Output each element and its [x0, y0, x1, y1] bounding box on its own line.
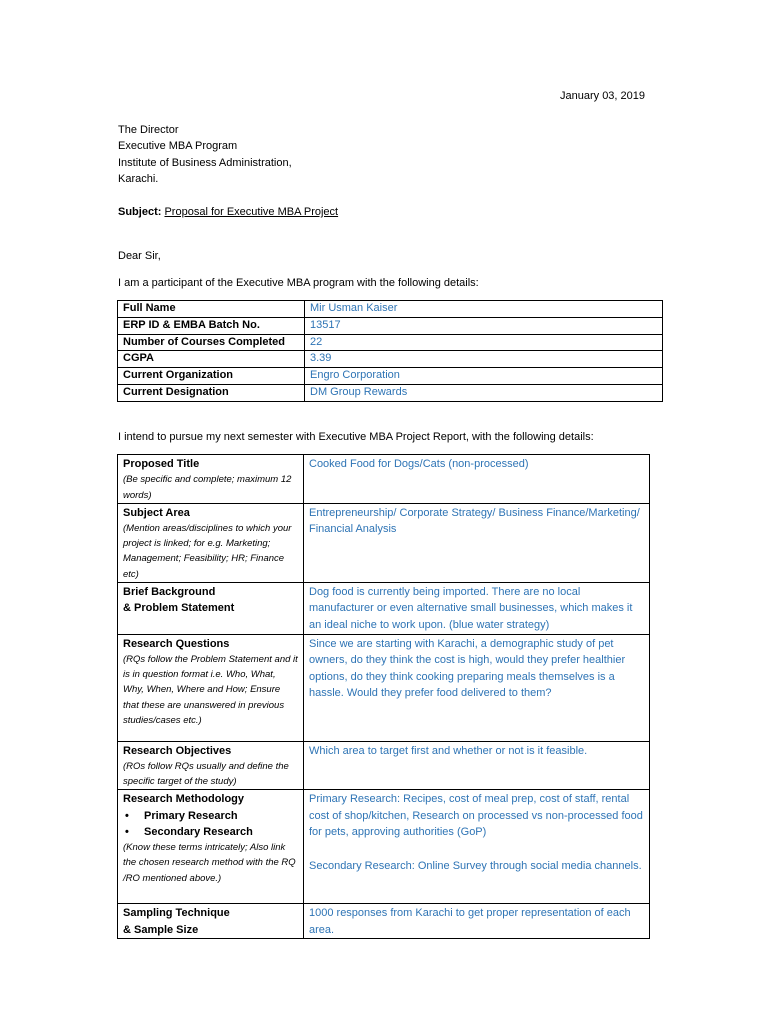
- detail-key: ERP ID & EMBA Batch No.: [118, 317, 305, 334]
- row-value: Cooked Food for Dogs/Cats (non-processed): [309, 458, 529, 470]
- row-label: & Sample Size: [123, 923, 199, 936]
- row-label: Research Methodology: [123, 793, 245, 806]
- detail-key: Full Name: [118, 301, 305, 318]
- detail-key: Current Organization: [118, 368, 305, 385]
- bullet-text: Primary Research: [144, 809, 238, 822]
- row-value: Entrepreneurship/ Corporate Strategy/ Business Finance/Marketing/ Financial Analysis: [309, 506, 640, 536]
- bullet-icon: •: [125, 809, 129, 822]
- row-label-cell: [118, 741, 304, 790]
- row-hint: (RQs follow the Problem Statement and it is in question format i.e. Who, What, Why, When, Where and How; Ensure that these are unanswered in previous studies/cases etc.): [123, 653, 298, 726]
- recipient-line: Karachi.: [118, 172, 159, 185]
- row-label: Proposed Title: [123, 458, 200, 470]
- bullet-text: Secondary Research: [144, 825, 253, 838]
- table-row: [118, 368, 663, 385]
- row-hint: (Be specific and complete; maximum 12 words): [123, 474, 292, 501]
- detail-key: Number of Courses Completed: [118, 334, 305, 351]
- row-label-cell: [118, 790, 304, 904]
- row-label-cell: [118, 503, 304, 582]
- table-row: [118, 455, 650, 504]
- row-label: Brief Background: [123, 585, 216, 598]
- row-hint: (ROs follow RQs usually and define the specific target of the study): [123, 760, 289, 788]
- bullet-item: [123, 808, 298, 824]
- salutation: Dear Sir,: [118, 250, 161, 262]
- row-hint: (Mention areas/disciplines to which your project is linked; for e.g. Marketing; Management; Feasibility; HR; Finance etc): [123, 523, 292, 580]
- table-row: [118, 582, 650, 634]
- recipient-line: Executive MBA Program: [118, 140, 238, 153]
- detail-value: 3.39: [305, 351, 663, 368]
- subject-text: Proposal for Executive MBA Project: [164, 206, 339, 218]
- row-value: Dog food is currently being imported. There are no local manufacturer or even alternative small businesses, which makes it an ideal niche to work upon. (blue water strategy): [309, 585, 633, 631]
- row-value-cell: [304, 904, 650, 939]
- recipient-line: The Director: [118, 124, 179, 136]
- row-value: Primary Research: Recipes, cost of meal prep, cost of staff, rental cost of shop/kitchen, Research on processed vs non-processed food for pets, approving authorities (GoP): [309, 793, 643, 839]
- detail-key: CGPA: [118, 351, 305, 368]
- project-details-table: [117, 454, 650, 939]
- row-label: Subject Area: [123, 506, 190, 519]
- row-label-cell: [118, 634, 304, 741]
- table-row: [118, 904, 650, 939]
- bullet-icon: •: [125, 825, 129, 838]
- detail-key: Current Designation: [118, 384, 305, 401]
- recipient-line: Institute of Business Administration,: [118, 156, 292, 169]
- row-label-cell: [118, 455, 304, 504]
- row-value-cell: [304, 741, 650, 790]
- table-row: [118, 384, 663, 401]
- row-value-cell: [304, 455, 650, 504]
- detail-value: Engro Corporation: [305, 368, 663, 385]
- detail-value: 22: [305, 334, 663, 351]
- detail-value: Mir Usman Kaiser: [305, 301, 663, 318]
- table-row: [118, 334, 663, 351]
- row-label: Research Objectives: [123, 744, 232, 757]
- row-label: & Problem Statement: [123, 602, 235, 615]
- table-row: [118, 317, 663, 334]
- row-value: Which area to target first and whether or not is it feasible.: [309, 744, 588, 757]
- table-row: [118, 741, 650, 790]
- letter-date: January 03, 2019: [560, 90, 646, 102]
- participant-details-table: [117, 300, 663, 402]
- table-row: [118, 634, 650, 741]
- table-row: [118, 790, 650, 904]
- recipient-address: [118, 122, 292, 187]
- row-value: 1000 responses from Karachi to get proper representation of each area.: [309, 907, 631, 936]
- intro-details: I am a participant of the Executive MBA program with the following details:: [118, 277, 479, 289]
- detail-value: DM Group Rewards: [305, 384, 663, 401]
- row-value-cell: [304, 503, 650, 582]
- subject-line: [118, 205, 338, 219]
- row-label: Research Questions: [123, 637, 230, 650]
- table-row: [118, 351, 663, 368]
- row-value-cell: [304, 634, 650, 741]
- detail-value: 13517: [305, 317, 663, 334]
- paragraph-gap: [309, 841, 644, 858]
- subject-label: Subject:: [118, 206, 162, 218]
- row-label: Sampling Technique: [123, 907, 230, 920]
- row-value: Secondary Research: Online Survey through social media channels.: [309, 859, 642, 872]
- row-hint: (Know these terms intricately; Also link the chosen research method with the RQ /RO mentioned above.): [123, 842, 296, 884]
- intro-project: I intend to pursue my next semester with Executive MBA Project Report, with the following details:: [118, 431, 594, 443]
- table-row: [118, 301, 663, 318]
- row-label-cell: [118, 904, 304, 939]
- row-value: Since we are starting with Karachi, a demographic study of pet owners, do they think the cost is high, would they prefer healthier options, do they think cooking preparing meals themselves is a hassle. Would they prefer food delivered to them?: [309, 637, 626, 700]
- table-row: [118, 503, 650, 582]
- row-value-cell: [304, 790, 650, 904]
- row-label-cell: [118, 582, 304, 634]
- row-value-cell: [304, 582, 650, 634]
- bullet-item: [123, 824, 298, 840]
